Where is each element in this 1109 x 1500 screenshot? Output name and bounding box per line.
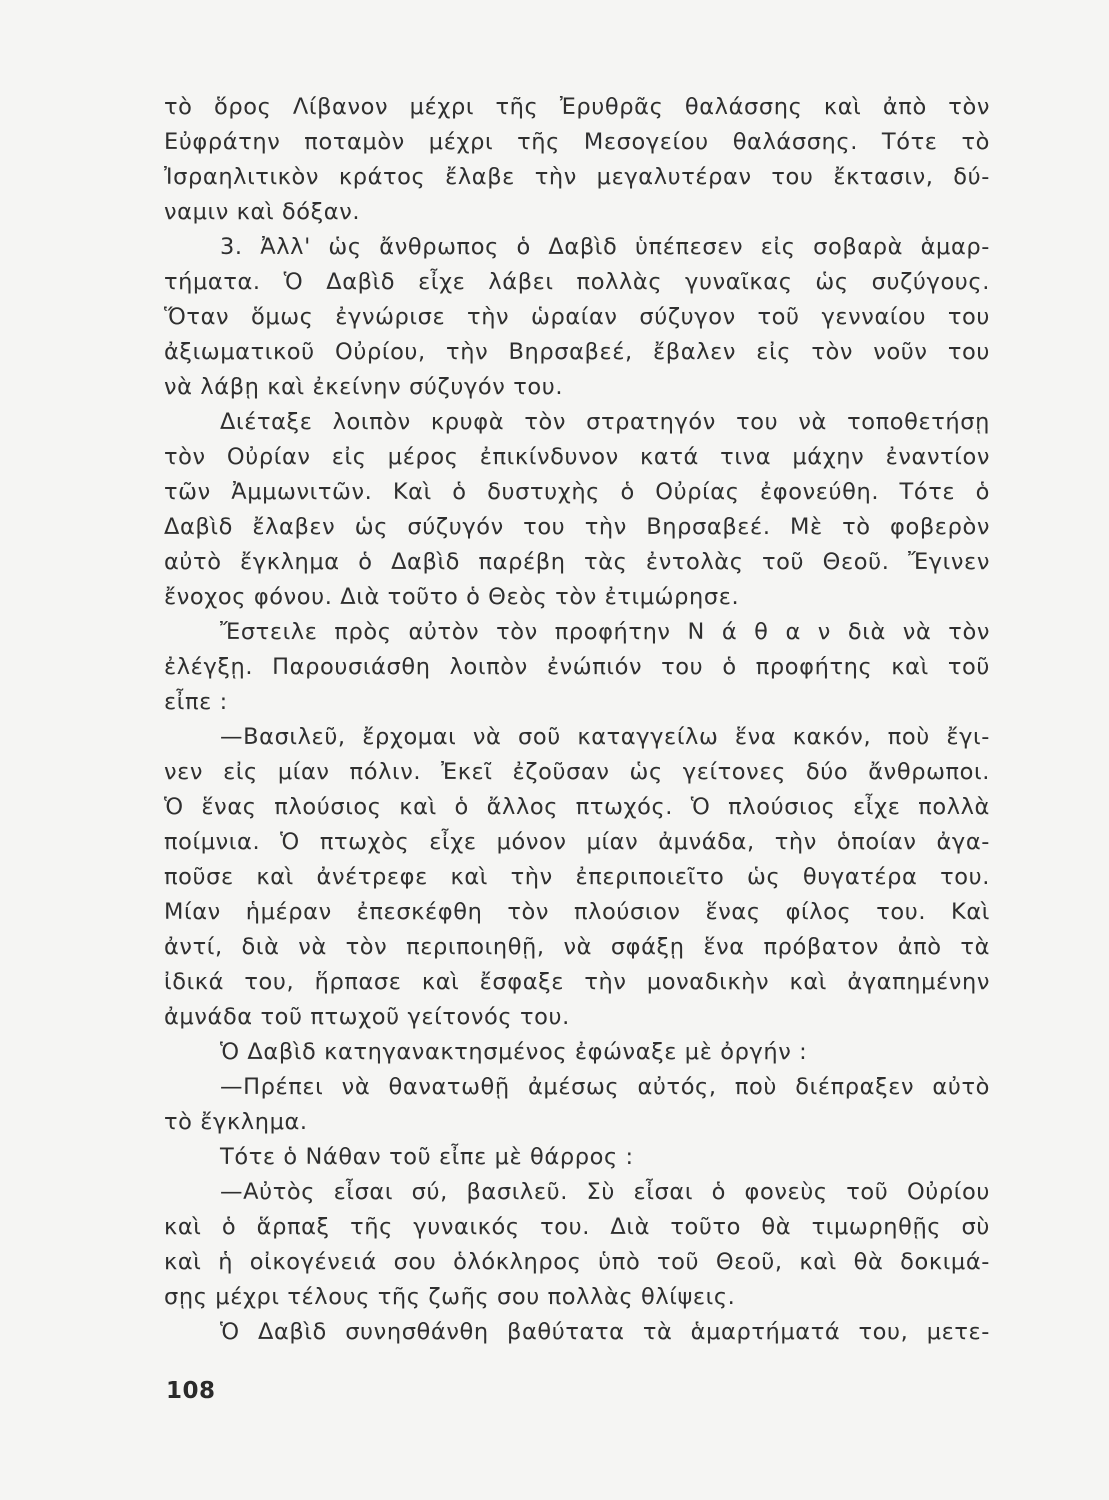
- text-line: —Βασιλεῦ, ἔρχομαι νὰ σοῦ καταγγείλω ἕνα κακόν, ποὺ ἔγι-: [220, 724, 990, 750]
- text-line: 3. Ἀλλ' ὡς ἄνθρωπος ὁ Δαβὶδ ὑπέπεσεν εἰς σοβαρὰ ἁμαρ-: [220, 234, 990, 260]
- text-line: ποίμνια. Ὁ πτωχὸς εἶχε μόνον μίαν ἀμνάδα, τὴν ὁποίαν ἀγα-: [164, 829, 990, 855]
- text-line: ναμιν καὶ δόξαν.: [164, 199, 361, 225]
- text-line: σῃς μέχρι τέλους τῆς ζωῆς σου πολλὰς θλίψεις.: [164, 1284, 736, 1310]
- text-line: ποῦσε καὶ ἀνέτρεφε καὶ τὴν ἐπεριποιεῖτο ὡς θυγατέρα του.: [164, 864, 990, 890]
- text-line: αὐτὸ ἔγκλημα ὁ Δαβὶδ παρέβη τὰς ἐντολὰς τοῦ Θεοῦ. Ἔγινεν: [164, 549, 990, 575]
- text-line: εἶπε :: [164, 689, 228, 715]
- text-line: Τότε ὁ Νάθαν τοῦ εἶπε μὲ θάρρος :: [220, 1144, 634, 1170]
- text-line: τὸ ἔγκλημα.: [164, 1109, 308, 1135]
- text-line: Ὁ Δαβὶδ κατηγανακτησμένος ἐφώναξε μὲ ὀργήν :: [220, 1039, 808, 1065]
- text-line: Δαβὶδ ἔλαβεν ὡς σύζυγόν του τὴν Βηρσαβεέ. Μὲ τὸ φοβερὸν: [164, 514, 990, 540]
- text-line: καὶ ἡ οἰκογένειά σου ὁλόκληρος ὑπὸ τοῦ Θεοῦ, καὶ θὰ δοκιμά-: [164, 1249, 990, 1275]
- text-line: Ὁ ἕνας πλούσιος καὶ ὁ ἄλλος πτωχός. Ὁ πλούσιος εἶχε πολλὰ: [164, 794, 990, 820]
- text-line: ἔνοχος φόνου. Διὰ τοῦτο ὁ Θεὸς τὸν ἐτιμώρησε.: [164, 584, 740, 610]
- text-line: Ὅταν ὅμως ἐγνώρισε τὴν ὡραίαν σύζυγον τοῦ γενναίου του: [164, 304, 990, 330]
- text-line: ἀξιωματικοῦ Οὐρίου, τὴν Βηρσαβεέ, ἔβαλεν εἰς τὸν νοῦν του: [164, 339, 990, 365]
- text-line: ἀμνάδα τοῦ πτωχοῦ γείτονός του.: [164, 1004, 570, 1030]
- text-line: ἀντί, διὰ νὰ τὸν περιποιηθῇ, νὰ σφάξῃ ἕνα πρόβατον ἀπὸ τὰ: [164, 934, 990, 960]
- text-line: —Αὐτὸς εἶσαι σύ, βασιλεῦ. Σὺ εἶσαι ὁ φονεὺς τοῦ Οὐρίου: [220, 1179, 990, 1205]
- text-line: ἰδικά του, ἥρπασε καὶ ἔσφαξε τὴν μοναδικὴν καὶ ἀγαπημένην: [164, 969, 990, 995]
- body-text: [164, 90, 990, 1350]
- text-line: τῶν Ἀμμωνιτῶν. Καὶ ὁ δυστυχὴς ὁ Οὐρίας ἐφονεύθη. Τότε ὁ: [164, 479, 990, 505]
- text-line: τὸν Οὐρίαν εἰς μέρος ἐπικίνδυνον κατά τινα μάχην ἐναντίον: [164, 444, 990, 470]
- text-line: Ἔστειλε πρὸς αὐτὸν τὸν προφήτην Ν ά θ α ν διὰ νὰ τὸν: [220, 619, 990, 645]
- text-line: Ὁ Δαβὶδ συνησθάνθη βαθύτατα τὰ ἁμαρτήματά του, μετε-: [220, 1319, 990, 1345]
- text-line: τήματα. Ὁ Δαβὶδ εἶχε λάβει πολλὰς γυναῖκας ὡς συζύγους.: [164, 269, 990, 295]
- text-line: —Πρέπει νὰ θανατωθῇ ἀμέσως αὐτός, ποὺ διέπραξεν αὐτὸ: [220, 1074, 990, 1100]
- text-line: νὰ λάβῃ καὶ ἐκείνην σύζυγόν του.: [164, 374, 564, 400]
- text-line: Ἰσραηλιτικὸν κράτος ἔλαβε τὴν μεγαλυτέραν του ἔκτασιν, δύ-: [164, 164, 990, 190]
- text-line: καὶ ὁ ἅρπαξ τῆς γυναικός του. Διὰ τοῦτο θὰ τιμωρηθῇς σὺ: [164, 1214, 990, 1240]
- page-number: 108: [166, 1378, 216, 1404]
- text-line: ἐλέγξῃ. Παρουσιάσθη λοιπὸν ἐνώπιόν του ὁ προφήτης καὶ τοῦ: [164, 654, 990, 680]
- text-line: Μίαν ἡμέραν ἐπεσκέφθη τὸν πλούσιον ἕνας φίλος του. Καὶ: [164, 899, 990, 925]
- text-line: Εὐφράτην ποταμὸν μέχρι τῆς Μεσογείου θαλάσσης. Τότε τὸ: [164, 129, 990, 155]
- text-line: Διέταξε λοιπὸν κρυφὰ τὸν στρατηγόν του νὰ τοποθετήσῃ: [220, 409, 990, 435]
- text-line: τὸ ὅρος Λίβανον μέχρι τῆς Ἐρυθρᾶς θαλάσσης καὶ ἀπὸ τὸν: [164, 94, 990, 120]
- text-line: νεν εἰς μίαν πόλιν. Ἐκεῖ ἐζοῦσαν ὡς γείτονες δύο ἄνθρωποι.: [164, 759, 990, 785]
